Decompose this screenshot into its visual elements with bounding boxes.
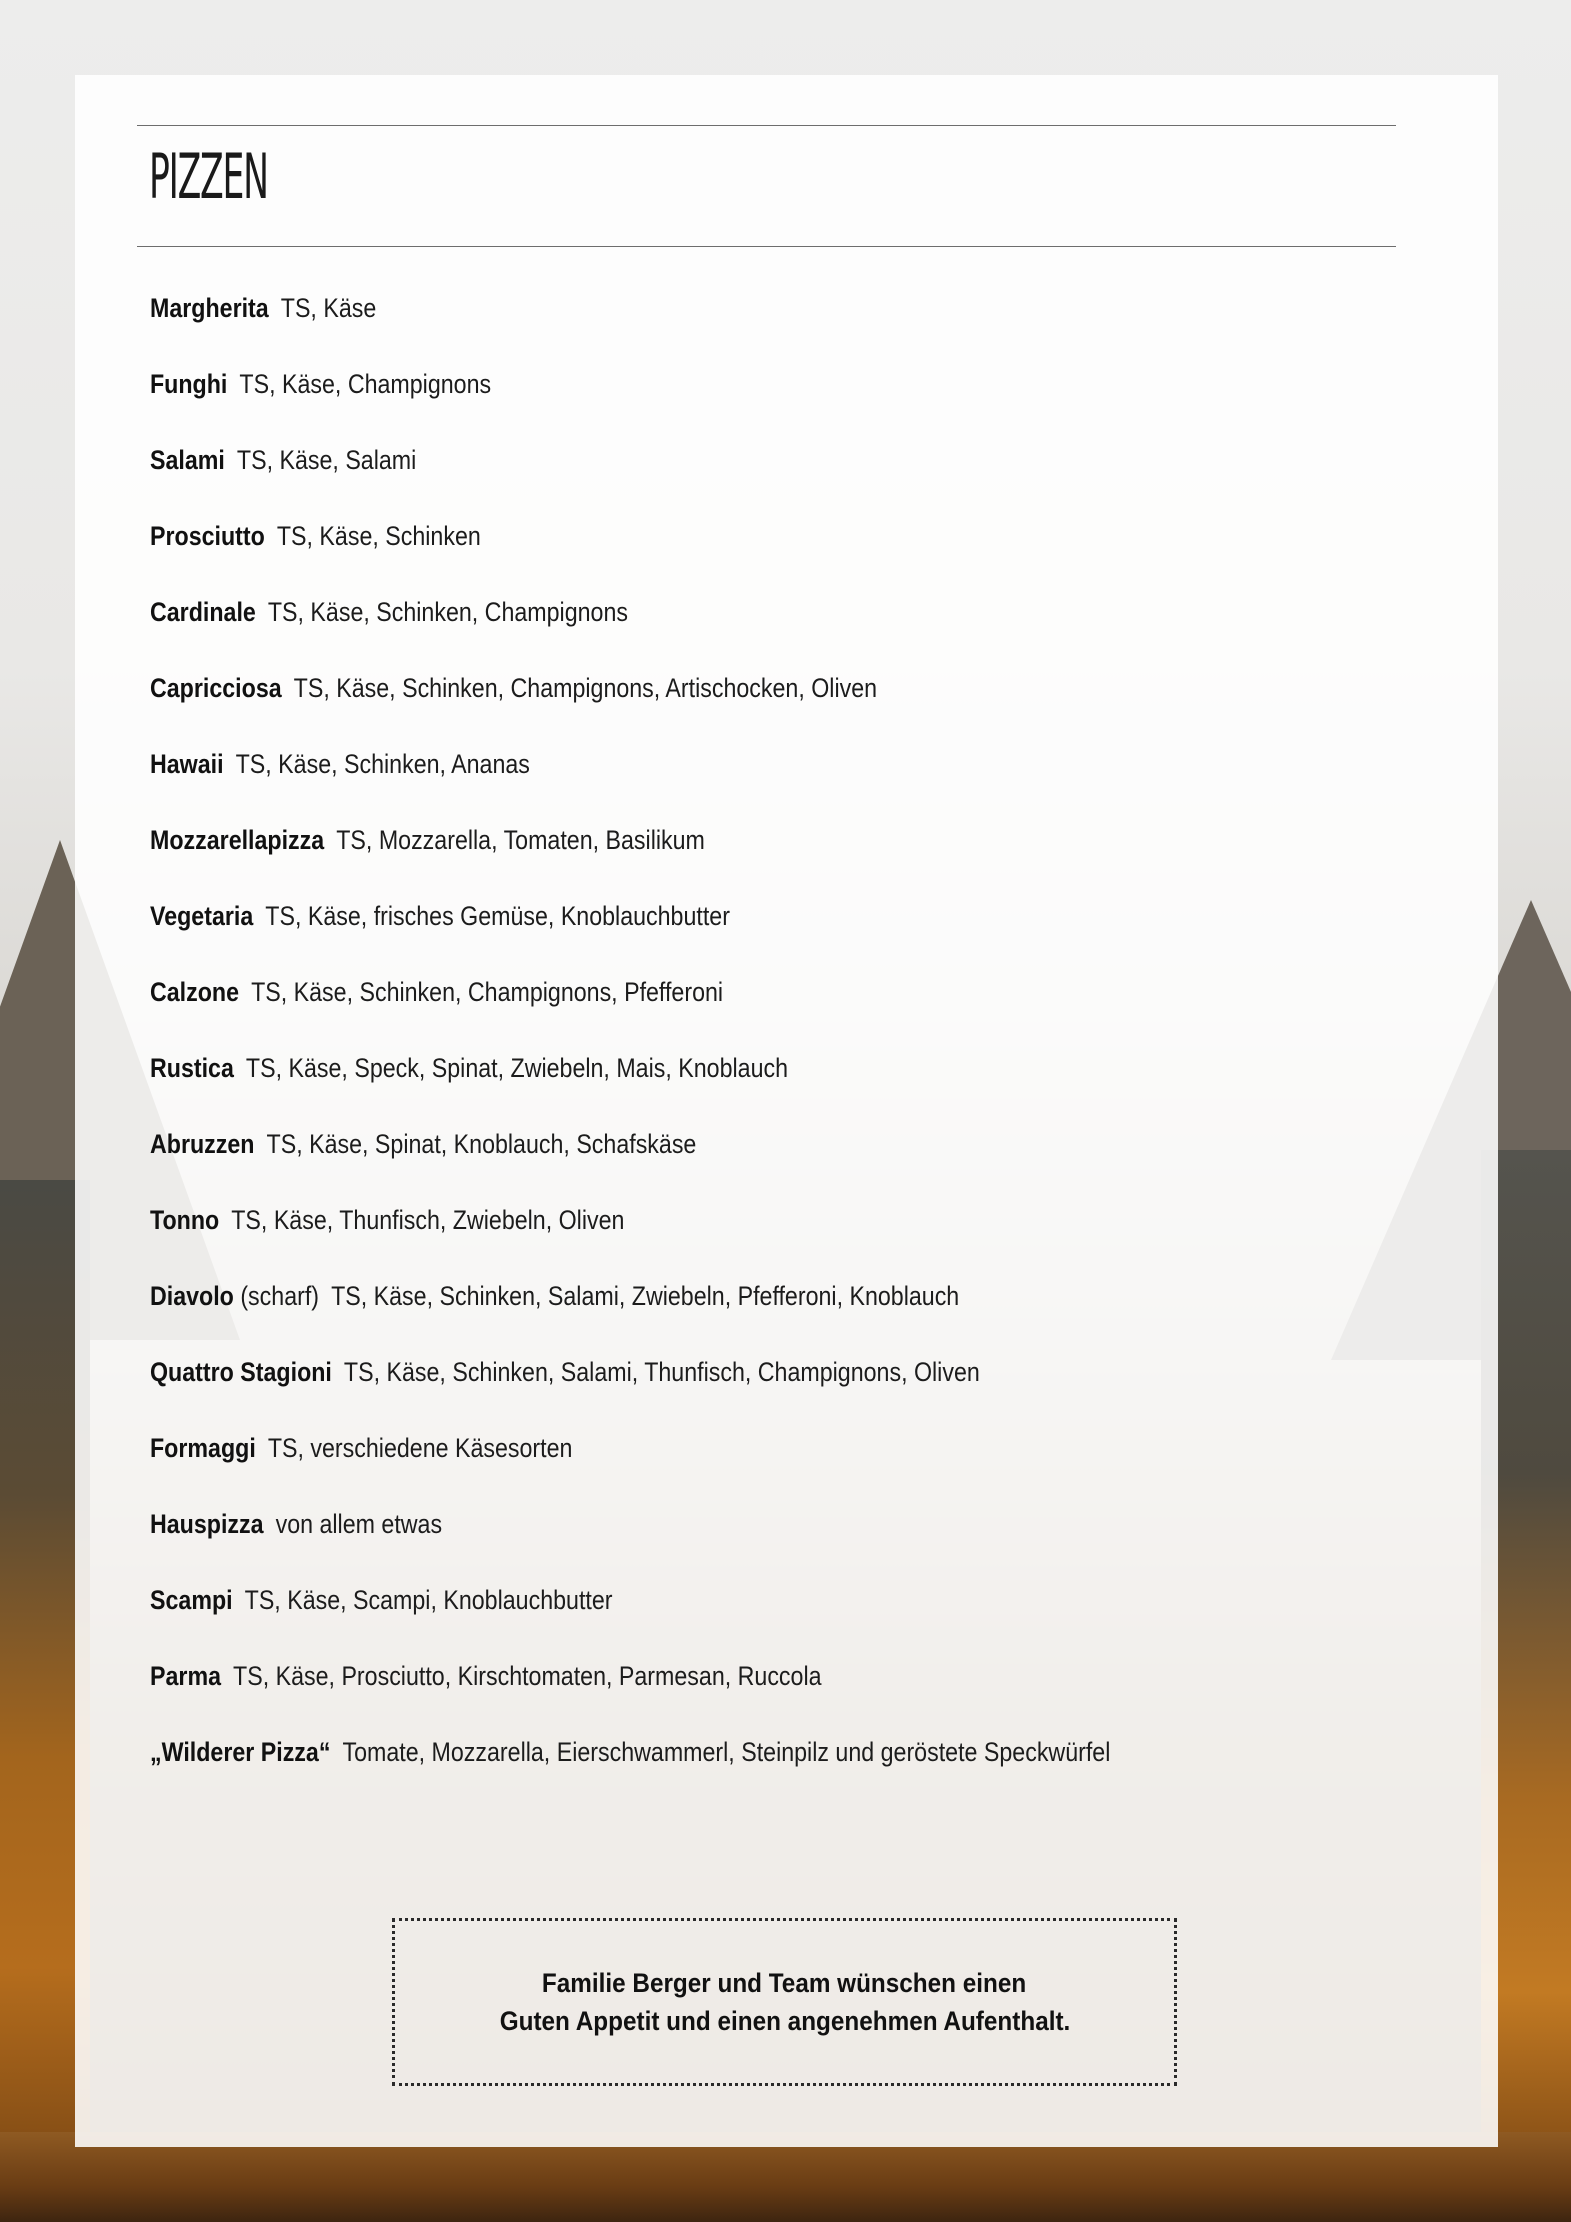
menu-item xyxy=(150,599,1110,675)
menu-item xyxy=(150,295,1110,371)
menu-page xyxy=(75,75,1498,2147)
menu-item xyxy=(150,1511,1110,1587)
menu-item xyxy=(150,1359,1110,1435)
menu-item-name: Hauspizza xyxy=(150,1509,264,1539)
menu-item-name: Capricciosa xyxy=(150,673,282,703)
menu-item xyxy=(150,1207,1110,1283)
menu-item-name: Salami xyxy=(150,445,225,475)
menu-item-description: TS, verschiedene Käsesorten xyxy=(267,1433,573,1463)
menu-item-name: Formaggi xyxy=(150,1433,256,1463)
menu-item-description: TS, Käse, Schinken, Champignons, Artischocken, Oliven xyxy=(293,673,878,703)
menu-item xyxy=(150,1587,1110,1663)
menu-item-name: Prosciutto xyxy=(150,521,265,551)
menu-item xyxy=(150,827,1110,903)
menu-item-name: Abruzzen xyxy=(150,1129,255,1159)
menu-item-description: TS, Käse xyxy=(280,293,377,323)
menu-item-description: TS, Mozzarella, Tomaten, Basilikum xyxy=(336,825,705,855)
menu-item-description: TS, Käse, Salami xyxy=(236,445,417,475)
menu-item-name: Diavolo xyxy=(150,1281,234,1311)
menu-item-description: TS, Käse, Schinken, Salami, Zwiebeln, Pfefferoni, Knoblauch xyxy=(331,1281,960,1311)
menu-item xyxy=(150,371,1110,447)
greeting-line-2: Guten Appetit und einen angenehmen Aufenthalt. xyxy=(499,2006,1070,2036)
menu-item-description: TS, Käse, Schinken, Champignons, Pfefferoni xyxy=(251,977,724,1007)
menu-item-description: TS, Käse, Schinken, Champignons xyxy=(267,597,628,627)
menu-item-description: TS, Käse, Schinken xyxy=(276,521,481,551)
menu-item xyxy=(150,979,1110,1055)
menu-item-description: TS, Käse, Champignons xyxy=(239,369,492,399)
menu-item-description: von allem etwas xyxy=(275,1509,443,1539)
menu-item-name: Quattro Stagioni xyxy=(150,1357,332,1387)
menu-item-description: TS, Käse, Prosciutto, Kirschtomaten, Parmesan, Ruccola xyxy=(233,1661,822,1691)
menu-item xyxy=(150,1739,1110,1815)
menu-item-name: „Wilderer Pizza“ xyxy=(150,1737,331,1767)
menu-item-name: Margherita xyxy=(150,293,269,323)
menu-item-description: TS, Käse, Spinat, Knoblauch, Schafskäse xyxy=(266,1129,697,1159)
menu-item-name: Calzone xyxy=(150,977,240,1007)
menu-item xyxy=(150,903,1110,979)
menu-item xyxy=(150,1435,1110,1511)
menu-item xyxy=(150,1131,1110,1207)
menu-item-name: Parma xyxy=(150,1661,222,1691)
menu-item-name: Mozzarellapizza xyxy=(150,825,325,855)
menu-item-description: TS, Käse, Speck, Spinat, Zwiebeln, Mais, Knoblauch xyxy=(245,1053,789,1083)
menu-item-description: TS, Käse, Schinken, Ananas xyxy=(235,749,530,779)
menu-item xyxy=(150,447,1110,523)
menu-item-name: Rustica xyxy=(150,1053,234,1083)
menu-item xyxy=(150,523,1110,599)
greeting-line-1: Familie Berger und Team wünschen einen xyxy=(542,1968,1027,1998)
menu-item xyxy=(150,675,1110,751)
section-header xyxy=(137,125,1396,247)
menu-item xyxy=(150,1283,1110,1359)
menu-item-name: Funghi xyxy=(150,369,228,399)
menu-item xyxy=(150,1055,1110,1131)
menu-item-description: TS, Käse, Thunfisch, Zwiebeln, Oliven xyxy=(231,1205,625,1235)
menu-item xyxy=(150,1663,1110,1739)
pizza-list xyxy=(150,295,1267,1815)
menu-item-name: Scampi xyxy=(150,1585,233,1615)
menu-item-note: (scharf) xyxy=(233,1281,320,1311)
menu-item-name: Tonno xyxy=(150,1205,220,1235)
menu-item-description: TS, Käse, Scampi, Knoblauchbutter xyxy=(244,1585,613,1615)
menu-item-description: TS, Käse, Schinken, Salami, Thunfisch, Champignons, Oliven xyxy=(343,1357,980,1387)
menu-item-name: Vegetaria xyxy=(150,901,254,931)
menu-item-name: Cardinale xyxy=(150,597,256,627)
section-title: PIZZEN xyxy=(149,140,268,213)
greeting-box xyxy=(392,1918,1177,2086)
menu-item xyxy=(150,751,1110,827)
menu-item-description: Tomate, Mozzarella, Eierschwammerl, Steinpilz und geröstete Speckwürfel xyxy=(342,1737,1111,1767)
menu-item-description: TS, Käse, frisches Gemüse, Knoblauchbutter xyxy=(265,901,730,931)
menu-item-name: Hawaii xyxy=(150,749,224,779)
